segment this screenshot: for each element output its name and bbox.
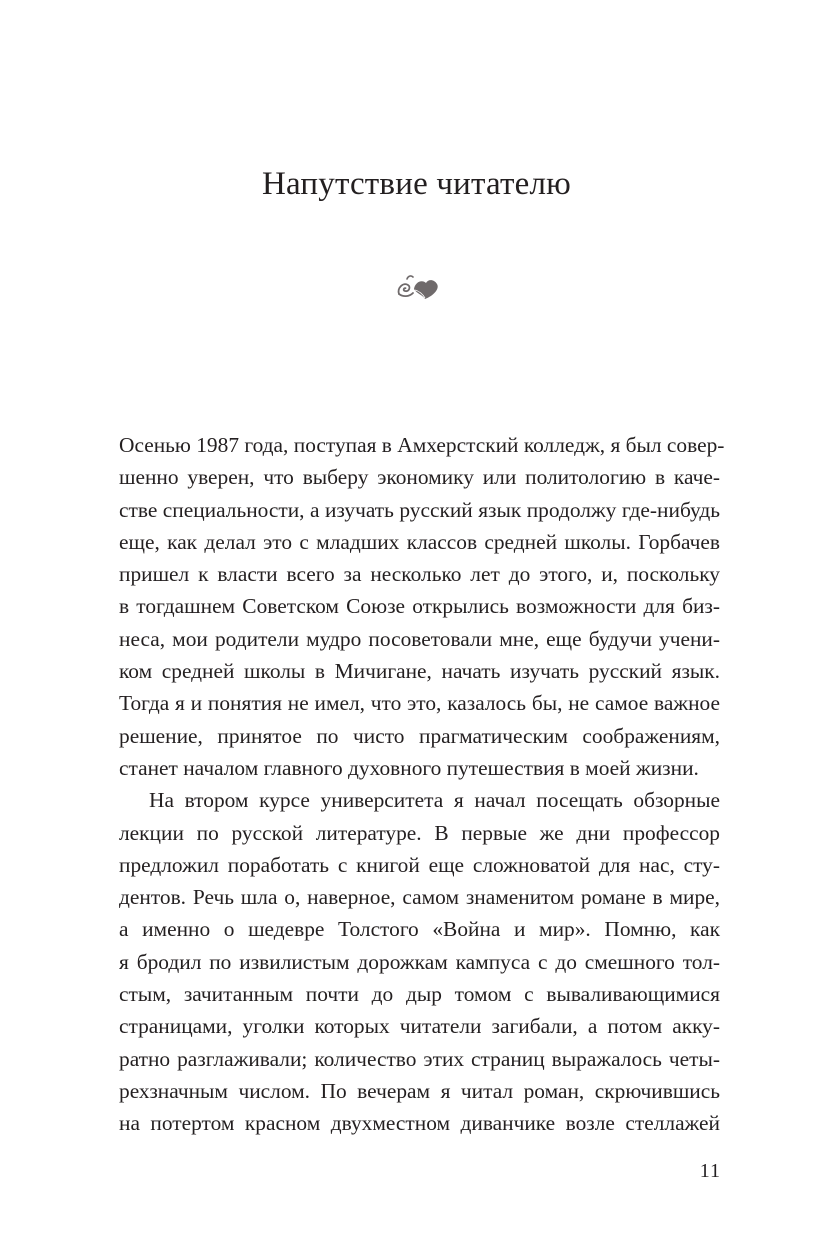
text-line: страницами, уголки которых читатели загибали, а потом акку- [119,1014,720,1039]
text-line: пришел к власти всего за несколько лет до этого, и, поскольку [119,562,720,587]
text-line: а именно о шедевре Толстого «Война и мир». Помню, как [119,917,720,942]
text-line: стве специальности, а изучать русский язык продолжу где-нибудь [119,497,720,522]
body-text [119,429,725,1140]
text-line: на потертом красном двухместном диванчике возле стеллажей [119,1111,720,1136]
text-line: я бродил по извилистым дорожкам кампуса с до смешного тол- [119,949,720,974]
page-number: 11 [699,1160,721,1182]
paragraph-2 [119,784,720,1139]
text-line: в тогдашнем Советском Союзе открылись возможности для биз- [119,594,720,619]
text-line: дентов. Речь шла о, наверное, самом знаменитом романе в мире, [119,885,720,910]
text-line: ратно разглаживали; количество этих страниц выражалось четы- [119,1046,720,1071]
text-line: рехзначным числом. По вечерам я читал роман, скрючившись [119,1078,720,1103]
text-line: предложил поработать с книгой еще сложноватой для нас, сту- [119,852,720,877]
text-line: ком средней школы в Мичигане, начать изучать русский язык. [119,659,720,684]
text-line: станет началом главного духовного путешествия в моей жизни. [119,755,699,780]
text-line: лекции по русской литературе. В первые же дни профессор [119,820,720,845]
text-line: еще, как делал это с младших классов средней школы. Горбачев [119,529,720,554]
text-line: Тогда я и понятия не имел, что это, казалось бы, не самое важное [119,691,720,716]
text-line: Осенью 1987 года, поступая в Амхерстский колледж, я был совер- [119,433,725,457]
text-line: шенно уверен, что выберу экономику или политологию в каче- [119,465,720,490]
text-line: стым, зачитанным почти до дыр томом с вываливающимися [119,982,720,1007]
chapter-title: Напутствие читателю [261,166,572,202]
paragraph-1 [119,429,725,784]
text-line: На втором курсе университета я начал посещать обзорные [149,788,720,813]
text-line: решение, принятое по чисто прагматическим соображениям, [119,723,720,748]
floral-heart-ornament-icon [395,270,441,302]
text-line: неса, мои родители мудро посоветовали мне, еще будучи учени- [119,626,720,651]
